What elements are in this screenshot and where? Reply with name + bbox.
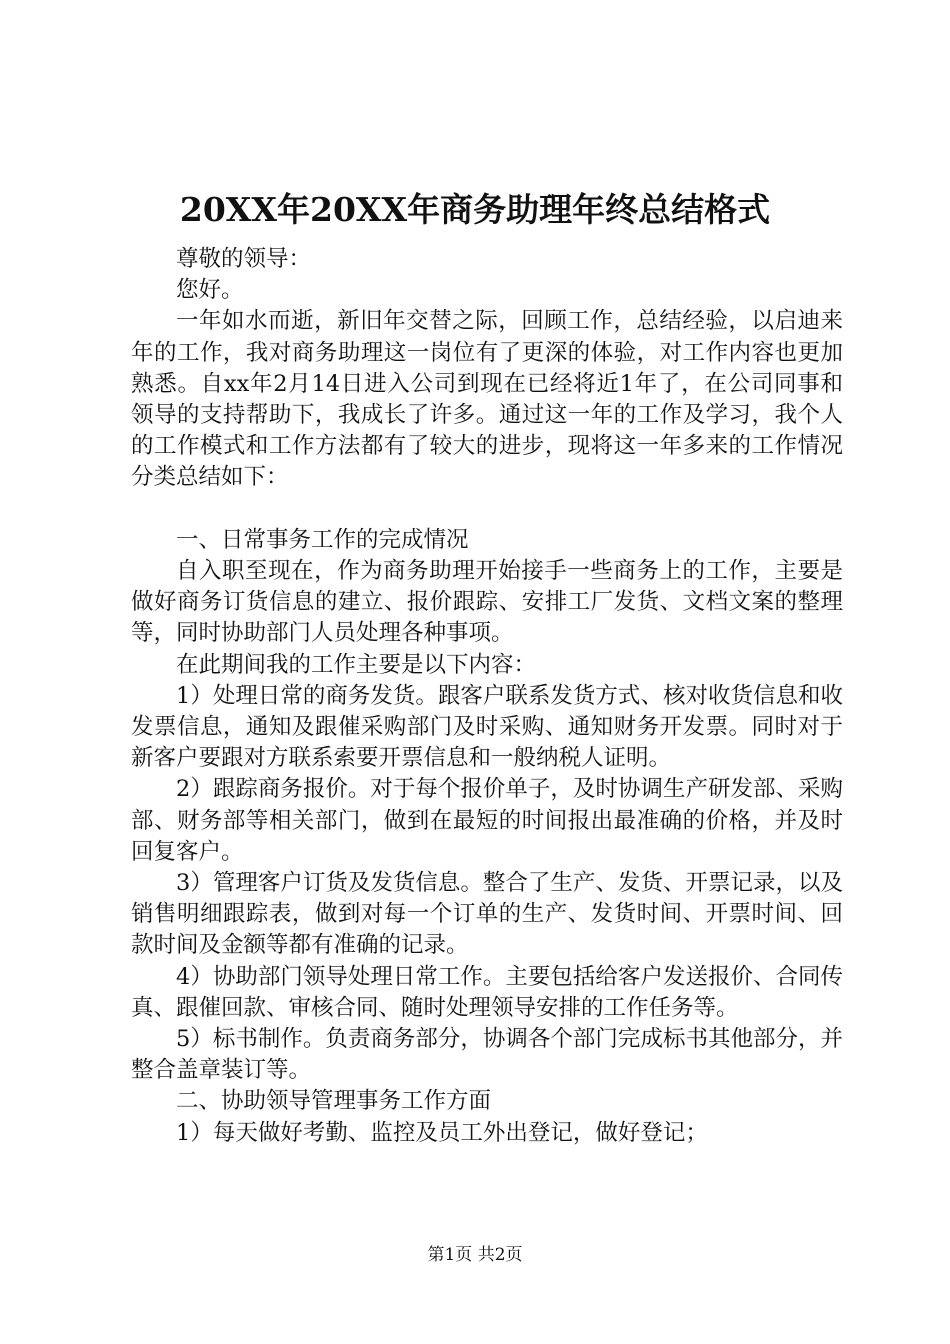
blank-line [131,494,843,525]
list-item: 4）协助部门领导处理日常工作。主要包括给客户发送报价、合同传真、跟催回款、审核合同、随时处理领导安排的工作任务等。 [131,963,843,1021]
document-body [131,244,843,1149]
body-paragraph: 自入职至现在，作为商务助理开始接手一些商务上的工作，主要是做好商务订货信息的建立、报价跟踪、安排工厂发货、文档文案的整理等，同时协助部门人员处理各种事项。 [131,558,843,647]
intro-paragraph: 一年如水而逝，新旧年交替之际，回顾工作，总结经验，以启迪来年的工作，我对商务助理这一岗位有了更深的体验，对工作内容也更加熟悉。自xx年2月14日进入公司到现在已经将近1年了，在公司同事和领导的支持帮助下，我成长了许多。通过这一年的工作及学习，我个人的工作模式和工作方法都有了较大的进步，现将这一年多来的工作情况分类总结如下： [131,308,843,491]
greeting: 您好。 [176,277,244,304]
list-item: 2）跟踪商务报价。对于每个报价单子，及时协调生产研发部、采购部、财务部等相关部门，做到在最短的时间报出最准确的价格，并及时回复客户。 [131,776,843,865]
section-heading-2: 二、协助领导管理事务工作方面 [176,1088,492,1115]
list-item: 3）管理客户订货及发货信息。整合了生产、发货、开票记录，以及销售明细跟踪表，做到对每一个订单的生产、发货时间、开票时间、回款时间及金额等都有准确的记录。 [131,870,843,959]
page-footer: 第1页 共2页 [427,1245,523,1265]
page-title: 20XX年20XX年商务助理年终总结格式 [179,190,771,229]
salutation: 尊敬的领导： [176,246,312,272]
section-heading-1: 一、日常事务工作的完成情况 [176,526,469,553]
list-item: 1）处理日常的商务发货。跟客户联系发货方式、核对收货信息和收发票信息，通知及跟催采购部门及时采购、通知财务开发票。同时对于新客户要跟对方联系索要开票信息和一般纳税人证明。 [131,682,843,772]
list-item: 5）标书制作。负责商务部分，协调各个部门完成标书其他部分，并整合盖章装订等。 [131,1026,843,1084]
list-item: 1）每天做好考勤、监控及员工外出登记，做好登记； [176,1119,708,1146]
body-paragraph: 在此期间我的工作主要是以下内容： [176,651,537,678]
